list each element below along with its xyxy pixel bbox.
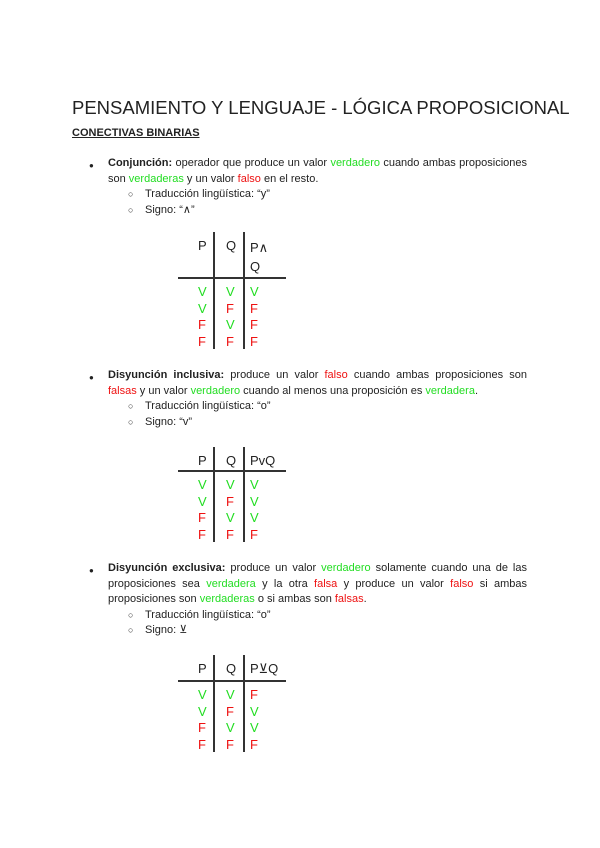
table-divider <box>178 470 286 472</box>
circle-bullet-icon: ○ <box>128 189 134 199</box>
bullet-icon: ● <box>89 566 94 575</box>
table-divider <box>213 232 215 349</box>
term: Conjunción: <box>108 157 173 169</box>
text-span: y produce un valor <box>337 577 451 590</box>
table-header: P∧ Q <box>250 240 269 274</box>
false-word: falso <box>237 172 261 185</box>
text-span: cuando ambas proposiciones son <box>347 369 527 381</box>
table-header: P⊻Q <box>250 661 279 676</box>
text-span: produce un valor <box>225 562 322 574</box>
false-word: falsas <box>334 593 364 605</box>
table-cell: F <box>226 333 234 349</box>
bullet-icon: ● <box>89 373 94 382</box>
table-cell: F <box>250 526 258 542</box>
true-word: verdaderas <box>199 593 255 605</box>
text-span: y un valor <box>136 384 191 397</box>
text-span: si ambas proposiciones son <box>108 577 527 605</box>
circle-bullet-icon: ○ <box>128 609 134 620</box>
table-cell: F <box>226 736 234 752</box>
text-span: en el resto. <box>260 172 319 185</box>
sub-item-text: Traducción lingüística: “o” <box>145 400 271 412</box>
false-word: falso <box>450 577 474 590</box>
table-divider <box>213 447 215 542</box>
definition-item <box>89 156 527 218</box>
table-header: Q <box>226 453 237 468</box>
table-cell: V <box>226 687 235 702</box>
table-header: Q <box>226 238 237 253</box>
table-header: P <box>198 238 207 253</box>
table-cell: F <box>198 720 206 735</box>
definition-text <box>108 156 527 187</box>
false-word: falsa <box>314 577 338 590</box>
sub-item <box>108 187 527 203</box>
table-divider <box>178 680 286 682</box>
table-cell: F <box>250 333 258 349</box>
sub-item <box>108 203 527 219</box>
table-cell: V <box>198 477 207 492</box>
table-cell: F <box>250 687 258 702</box>
text-span: o si ambas son <box>254 593 335 605</box>
table-cell: V <box>250 477 259 492</box>
sub-list <box>108 399 527 430</box>
sub-item-text: Traducción lingüística: “o” <box>145 608 271 621</box>
term: Disyunción inclusiva: <box>108 369 225 381</box>
table-cell: F <box>198 317 206 332</box>
table-cell: V <box>250 703 259 719</box>
truth-table <box>178 655 286 752</box>
sub-item-text: Signo: “v” <box>145 415 193 428</box>
table-cell: F <box>198 333 206 349</box>
text-span: cuando al menos una proposición es <box>240 384 426 397</box>
text-span: produce un valor <box>224 369 325 381</box>
false-word: falso <box>324 369 348 381</box>
table-cell: V <box>226 510 235 525</box>
text-span: operador que produce un valor <box>172 157 331 169</box>
sub-item <box>108 399 527 415</box>
table-cell: F <box>226 526 234 542</box>
table-cell: V <box>250 510 259 525</box>
truth-table <box>178 232 286 349</box>
table-header: P <box>198 453 207 468</box>
sub-item <box>108 415 527 431</box>
table-cell: F <box>198 526 206 542</box>
table-cell: V <box>226 477 235 492</box>
term: Disyunción exclusiva: <box>108 562 226 574</box>
text-span: cuando ambas proposiciones son <box>108 157 527 185</box>
table-cell: F <box>250 300 258 316</box>
circle-bullet-icon: ○ <box>128 401 134 411</box>
table-cell: F <box>198 510 206 525</box>
table-divider <box>213 655 215 752</box>
table-divider <box>178 277 286 279</box>
table-divider <box>243 447 245 542</box>
text-span: solamente cuando una de las proposiciones sea <box>108 562 527 590</box>
table-cell: F <box>198 736 206 752</box>
sub-item-text: Traducción lingüística: “y” <box>145 188 270 200</box>
table-divider <box>243 232 245 349</box>
false-word: falsas <box>108 384 137 397</box>
table-cell: F <box>226 300 234 316</box>
definition-item <box>89 368 527 430</box>
table-cell: V <box>198 284 207 299</box>
text-span: . <box>363 593 367 605</box>
true-word: verdadero <box>321 562 371 574</box>
table-cell: V <box>198 687 207 702</box>
table-cell: V <box>198 493 207 509</box>
circle-bullet-icon: ○ <box>128 625 134 635</box>
section-heading: CONECTIVAS BINARIAS <box>72 127 200 139</box>
definition-text <box>108 368 527 399</box>
page-title: PENSAMIENTO Y LENGUAJE - LÓGICA PROPOSICIONAL <box>72 97 570 118</box>
table-header: PvQ <box>250 453 276 468</box>
true-word: verdaderas <box>128 172 184 185</box>
circle-bullet-icon: ○ <box>128 416 134 427</box>
table-divider <box>243 655 245 752</box>
definition-item <box>89 561 527 639</box>
sub-item <box>108 608 527 624</box>
text-span: y la otra <box>255 577 315 590</box>
true-word: verdadero <box>190 384 241 397</box>
table-cell: V <box>250 493 259 509</box>
table-cell: V <box>226 317 235 332</box>
table-header: P <box>198 661 207 676</box>
sub-list <box>108 187 527 218</box>
truth-table <box>178 447 286 542</box>
table-cell: V <box>226 720 235 735</box>
definition-text <box>108 561 527 608</box>
table-cell: F <box>250 317 258 332</box>
table-cell: V <box>198 300 207 316</box>
table-cell: F <box>226 493 234 509</box>
circle-bullet-icon: ○ <box>128 204 134 215</box>
bullet-icon: ● <box>89 161 94 170</box>
table-cell: F <box>226 703 234 719</box>
sub-list <box>108 608 527 639</box>
table-cell: V <box>250 284 259 299</box>
table-cell: F <box>250 736 258 752</box>
true-word: verdadero <box>330 157 380 169</box>
sub-item-text: Signo: “∧” <box>145 203 195 216</box>
sub-item <box>108 623 527 639</box>
text-span: y un valor <box>183 172 238 185</box>
true-word: verdadera <box>206 577 256 590</box>
text-span: . <box>474 384 479 397</box>
table-cell: V <box>250 720 259 735</box>
table-header: Q <box>226 661 237 676</box>
table-cell: V <box>226 284 235 299</box>
true-word: verdadera <box>425 384 475 397</box>
table-cell: V <box>198 703 207 719</box>
sub-item-text: Signo: ⊻ <box>145 624 188 636</box>
